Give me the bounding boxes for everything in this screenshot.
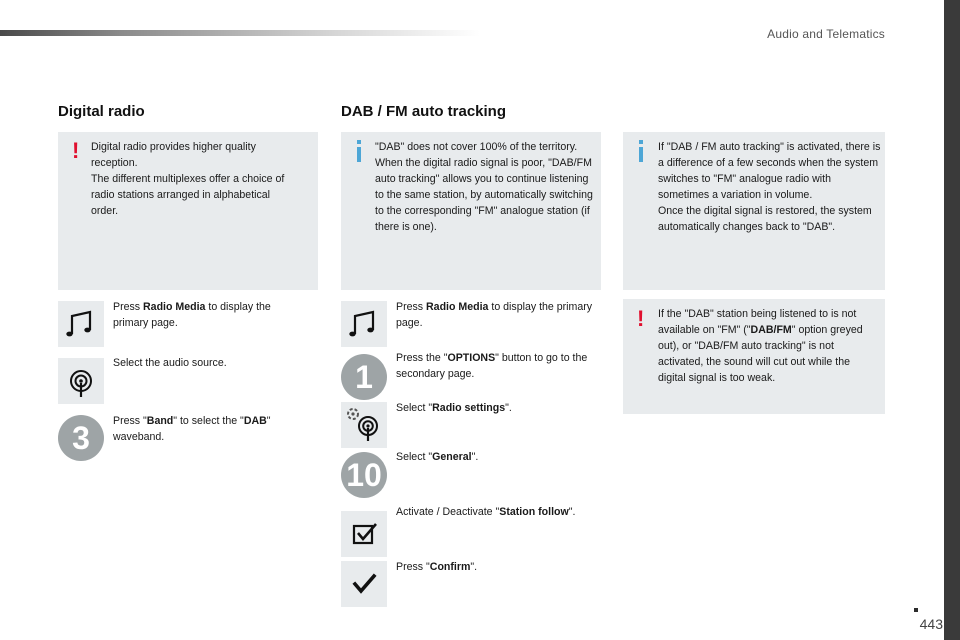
warning-icon: ! — [637, 306, 645, 331]
warning-icon: ! — [72, 138, 80, 163]
music-note-icon — [341, 301, 387, 347]
step-text-radio-settings: Select "Radio settings". — [396, 402, 512, 414]
step-number-10: 10 — [341, 452, 387, 498]
warning-note-text: Digital radio provides higher quality reception. The different multiplexes offer a choice of radio stations arranged in alphabetical order. — [91, 141, 285, 217]
info-note-panel — [341, 132, 601, 290]
step-text-general: Select "General". — [396, 451, 479, 463]
page-number: 443 — [920, 616, 943, 632]
warning-note-panel — [623, 299, 885, 414]
info-note-text: "DAB" does not cover 100% of the territory. When the digital radio signal is poor, "DAB/FM auto tracking" allows you to continue listening to the same station, by automatically switching to the corresponding "FM" analogue station (if there is one). — [375, 141, 593, 233]
info-note-text: If "DAB / FM auto tracking" is activated, there is a difference of a few seconds when the system switches to "FM" analogue radio with sometimes a variation in volume. Once the digital signal is restored, the system automatically changes back to "DAB". — [658, 141, 881, 233]
digital-radio-heading: Digital radio — [58, 103, 145, 120]
step-number-1: 1 — [341, 354, 387, 400]
info-icon — [357, 147, 361, 162]
step-number-3: 3 — [58, 415, 104, 461]
info-icon — [639, 147, 643, 162]
checkbox-icon — [341, 511, 387, 557]
step-text-options: Press the "OPTIONS" button to go to the secondary page. — [396, 352, 588, 380]
page-number-dot — [914, 608, 918, 612]
step-text-radio-media: Press Radio Media to display the primary page. — [113, 301, 271, 329]
warning-note-text: If the "DAB" station being listened to is not available on "FM" ("DAB/FM" option greyed out), or "DAB/FM auto tracking" is not activated, the sound will cut out while the digital signal is too weak. — [658, 308, 863, 384]
info-note-panel — [623, 132, 885, 290]
dab-fm-heading: DAB / FM auto tracking — [341, 103, 507, 120]
radio-source-icon — [58, 358, 104, 404]
step-text-select-source: Select the audio source. — [113, 357, 227, 369]
radio-settings-icon — [341, 402, 387, 448]
warning-note-panel — [58, 132, 318, 290]
checkmark-icon — [341, 561, 387, 607]
step-text-band: Press "Band" to select the "DAB" waveband. — [113, 415, 271, 443]
step-text-confirm: Press "Confirm". — [396, 561, 478, 573]
section-title: Audio and Telematics — [767, 27, 885, 41]
step-text-radio-media: Press Radio Media to display the primary page. — [396, 301, 593, 329]
step-text-station-follow: Activate / Deactivate "Station follow". — [396, 506, 576, 518]
music-note-icon — [58, 301, 104, 347]
page-edge-bar — [944, 0, 960, 640]
header-rule — [0, 30, 480, 36]
